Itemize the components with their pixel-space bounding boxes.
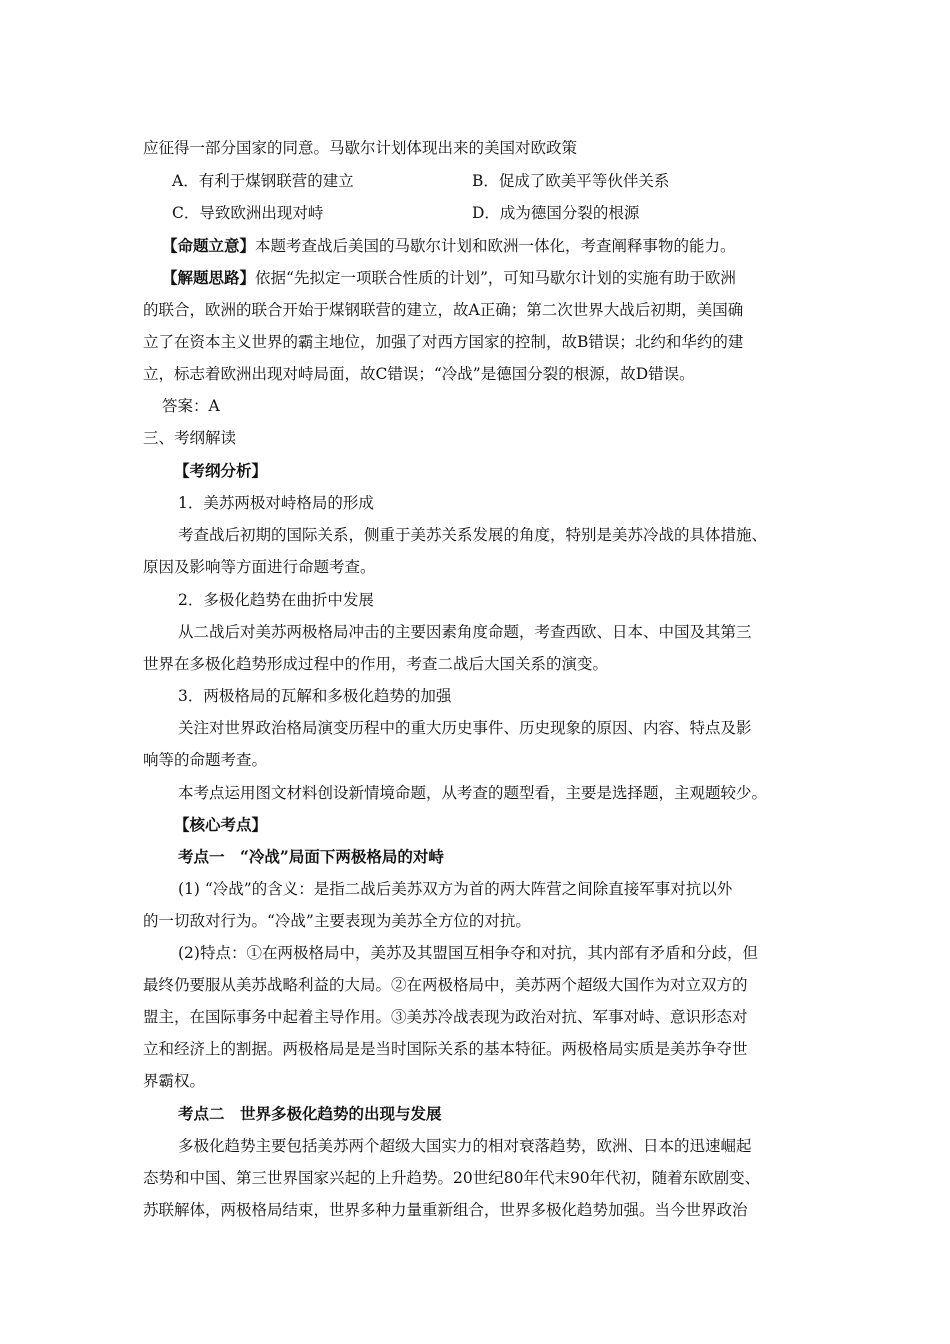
core-label: 【核心考点】: [174, 815, 268, 834]
answer: 答案：A: [162, 397, 220, 415]
item-3-line-2: 响等的命题考查。: [143, 751, 268, 769]
keypoint-1-p2-line-4: 立和经济上的割据。两极格局是是当时国际关系的基本特征。两极格局实质是美苏争夺世: [143, 1040, 748, 1058]
keypoint-1-p2-line-3: 盟主，在国际事务中起着主导作用。③美苏冷战表现为政治对抗、军事对峙、意识形态对: [143, 1008, 748, 1026]
keypoint-2-line-2: 态势和中国、第三世界国家兴起的上升趋势。20世纪80年代末90年代初，随着东欧剧变、: [143, 1169, 761, 1187]
item-3-title: 3．两极格局的瓦解和多极化趋势的加强: [178, 687, 452, 705]
question-stem: 应征得一部分国家的同意。马歇尔计划体现出来的美国对欧政策: [143, 139, 578, 157]
keypoint-1-p2-line-2: 最终仍要服从美苏战略利益的大局。②在两极格局中，美苏两个超级大国作为对立双方的: [143, 976, 748, 994]
item-2-line-1: 从二战后对美苏两极格局冲击的主要因素角度命题，考查西欧、日本、中国及其第三: [178, 623, 752, 641]
item-2-line-2: 世界在多极化趋势形成过程中的作用，考查二战后大国关系的演变。: [143, 655, 609, 673]
intent-label: 【命题立意】: [162, 236, 256, 255]
option-d: D．成为德国分裂的根源: [472, 204, 640, 222]
keypoint-2-title: 考点二 世界多极化趋势的出现与发展: [178, 1104, 442, 1123]
thinking-line-4: 立，标志着欧洲出现对峙局面，故C错误；“冷战”是德国分裂的根源，故D错误。: [143, 365, 695, 383]
item-3-line-1: 关注对世界政治格局演变历程中的重大历史事件、历史现象的原因、内容、特点及影: [178, 719, 752, 737]
option-a: A．有利于煤钢联营的建立: [172, 172, 354, 190]
thinking-label: 【解题思路】: [162, 268, 256, 287]
intent-text: 本题考查战后美国的马歇尔计划和欧洲一体化，考查阐释事物的能力。: [255, 237, 736, 255]
keypoint-1-p2-line-1: (2)特点：①在两极格局中，美苏及其盟国互相争夺和对抗，其内部有矛盾和分歧，但: [178, 944, 758, 962]
section-heading: 三、考纲解读: [143, 429, 237, 447]
summary-line: 本考点运用图文材料创设新情境命题，从考查的题型看，主要是选择题，主观题较少。: [178, 784, 768, 802]
thinking-line-2: 的联合，欧洲的联合开始于煤钢联营的建立，故A正确；第二次世界大战后初期，美国确: [143, 301, 744, 319]
analysis-label: 【考纲分析】: [174, 461, 268, 480]
keypoint-2-line-3: 苏联解体，两极格局结束，世界多种力量重新组合，世界多极化趋势加强。当今世界政治: [143, 1201, 748, 1219]
thinking-text-1: 依据“先拟定一项联合性质的计划”，可知马歇尔计划的实施有助于欧洲: [255, 269, 736, 287]
thinking-line-3: 立了在资本主义世界的霸主地位，加强了对西方国家的控制，故B错误；北约和华约的建: [143, 333, 744, 351]
keypoint-1-p1-line-2: 的一切敌对行为。“冷战”主要表现为美苏全方位的对抗。: [143, 912, 531, 930]
keypoint-2-line-1: 多极化趋势主要包括美苏两个超级大国实力的相对衰落趋势，欧洲、日本的迅速崛起: [178, 1137, 752, 1155]
item-1-line-1: 考查战后初期的国际关系，侧重于美苏关系发展的角度，特别是美苏冷战的具体措施、: [178, 526, 768, 544]
thinking-line-1: [162, 268, 736, 288]
item-1-title: 1．美苏两极对峙格局的形成: [178, 494, 374, 512]
keypoint-1-p1-line-1: (1) “冷战”的含义：是指二战后美苏双方为首的两大阵营之间除直接军事对抗以外: [178, 880, 733, 898]
item-1-line-2: 原因及影响等方面进行命题考查。: [143, 558, 376, 576]
keypoint-1-title: 考点一 “冷战”局面下两极格局的对峙: [178, 847, 444, 866]
item-2-title: 2．多极化趋势在曲折中发展: [178, 591, 374, 609]
option-b: B．促成了欧美平等伙伴关系: [472, 172, 670, 190]
option-c: C．导致欧洲出现对峙: [172, 204, 324, 222]
keypoint-1-p2-line-5: 界霸权。: [143, 1072, 206, 1090]
intent-paragraph: [162, 236, 736, 256]
